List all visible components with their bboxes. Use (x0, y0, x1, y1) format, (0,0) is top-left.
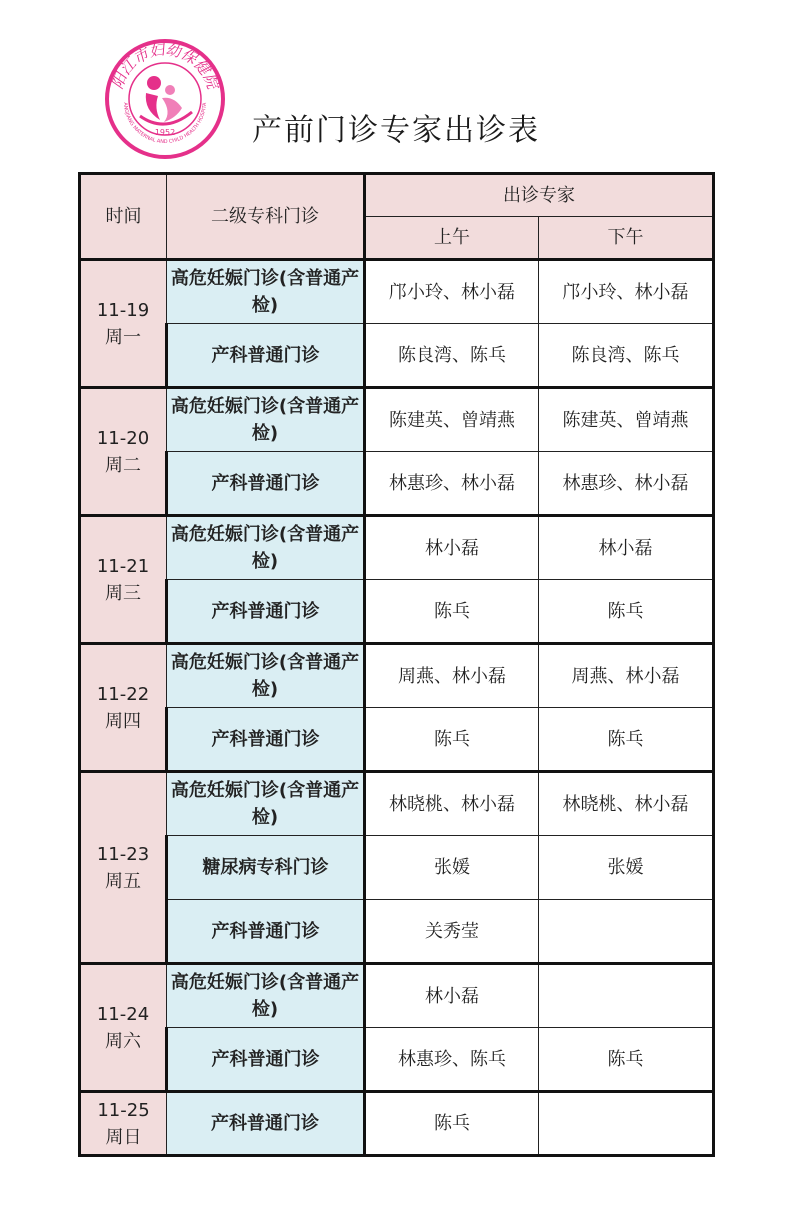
pm-cell: 林晓桃、林小磊 (539, 772, 714, 836)
day-cell (80, 260, 167, 388)
day-date: 11-24 (96, 1003, 150, 1025)
dept-cell: 糖尿病专科门诊 (167, 836, 365, 900)
table-row (80, 452, 714, 516)
table-row (80, 964, 714, 1028)
pm-cell: 周燕、林小磊 (539, 644, 714, 708)
dept-cell: 高危妊娠门诊(含普通产检) (167, 388, 365, 452)
dept-cell: 高危妊娠门诊(含普通产检) (167, 772, 365, 836)
pm-cell: 林惠珍、林小磊 (539, 452, 714, 516)
am-cell: 陈建英、曾靖燕 (365, 388, 539, 452)
pm-cell: 陈良湾、陈乓 (539, 324, 714, 388)
table-row (80, 836, 714, 900)
table-row (80, 708, 714, 772)
pm-cell (539, 964, 714, 1028)
dept-cell: 产科普通门诊 (167, 452, 365, 516)
am-cell: 关秀莹 (365, 900, 539, 964)
logo-year: 1952 (154, 128, 176, 137)
day-weekday: 周一 (105, 326, 141, 348)
day-cell (80, 516, 167, 644)
day-weekday: 周五 (105, 870, 141, 892)
table-row (80, 516, 714, 580)
dept-cell: 高危妊娠门诊(含普通产检) (167, 260, 365, 324)
header-time: 时间 (80, 174, 167, 260)
day-cell (80, 964, 167, 1092)
table-row (80, 580, 714, 644)
dept-cell: 产科普通门诊 (167, 1028, 365, 1092)
dept-cell: 产科普通门诊 (167, 1092, 365, 1156)
schedule-table (78, 172, 715, 1157)
header-experts: 出诊专家 (365, 174, 714, 217)
am-cell: 林小磊 (365, 516, 539, 580)
day-cell (80, 644, 167, 772)
day-weekday: 周二 (105, 454, 141, 476)
pm-cell: 陈乓 (539, 1028, 714, 1092)
dept-cell: 高危妊娠门诊(含普通产检) (167, 644, 365, 708)
pm-cell: 陈乓 (539, 708, 714, 772)
pm-cell (539, 900, 714, 964)
day-weekday: 周六 (105, 1030, 141, 1052)
dept-cell: 产科普通门诊 (167, 324, 365, 388)
logo-text-en: ANGJIANG MATERNAL AND CHILD HEALTH HOSPITA (121, 102, 209, 146)
am-cell: 陈乓 (365, 1092, 539, 1156)
table-row (80, 900, 714, 964)
am-cell: 林晓桃、林小磊 (365, 772, 539, 836)
day-date: 11-22 (96, 683, 150, 705)
pm-cell: 林小磊 (539, 516, 714, 580)
am-cell: 林惠珍、林小磊 (365, 452, 539, 516)
day-cell (80, 388, 167, 516)
am-cell: 林惠珍、陈乓 (365, 1028, 539, 1092)
day-weekday: 周日 (105, 1126, 142, 1148)
logo-text: 阳江市妇幼保健院 (108, 40, 222, 92)
table-row (80, 1028, 714, 1092)
table-row (80, 772, 714, 836)
dept-cell: 产科普通门诊 (167, 580, 365, 644)
day-cell (80, 772, 167, 964)
am-cell: 邝小玲、林小磊 (365, 260, 539, 324)
day-cell (80, 1092, 167, 1156)
day-weekday: 周三 (105, 582, 141, 604)
header-dept: 二级专科门诊 (167, 174, 365, 260)
dept-cell: 产科普通门诊 (167, 900, 365, 964)
header-am: 上午 (365, 217, 539, 260)
table-row (80, 644, 714, 708)
table-row (80, 388, 714, 452)
pm-cell: 邝小玲、林小磊 (539, 260, 714, 324)
pm-cell: 张媛 (539, 836, 714, 900)
am-cell: 陈乓 (365, 580, 539, 644)
dept-cell: 高危妊娠门诊(含普通产检) (167, 964, 365, 1028)
pm-cell: 陈乓 (539, 580, 714, 644)
pm-cell (539, 1092, 714, 1156)
am-cell: 周燕、林小磊 (365, 644, 539, 708)
day-weekday: 周四 (105, 710, 141, 732)
day-date: 11-23 (96, 843, 150, 865)
pm-cell: 陈建英、曾靖燕 (539, 388, 714, 452)
am-cell: 林小磊 (365, 964, 539, 1028)
table-row (80, 1092, 714, 1156)
day-date: 11-20 (96, 427, 150, 449)
header-pm: 下午 (539, 217, 714, 260)
am-cell: 陈良湾、陈乓 (365, 324, 539, 388)
day-date: 11-25 (97, 1099, 150, 1121)
table-row (80, 324, 714, 388)
am-cell: 张媛 (365, 836, 539, 900)
hospital-logo (104, 38, 226, 160)
day-date: 11-21 (96, 555, 150, 577)
dept-cell: 高危妊娠门诊(含普通产检) (167, 516, 365, 580)
page-title: 产前门诊专家出诊表 (252, 113, 540, 148)
table-row (80, 260, 714, 324)
am-cell: 陈乓 (365, 708, 539, 772)
dept-cell: 产科普通门诊 (167, 708, 365, 772)
day-date: 11-19 (96, 299, 150, 321)
